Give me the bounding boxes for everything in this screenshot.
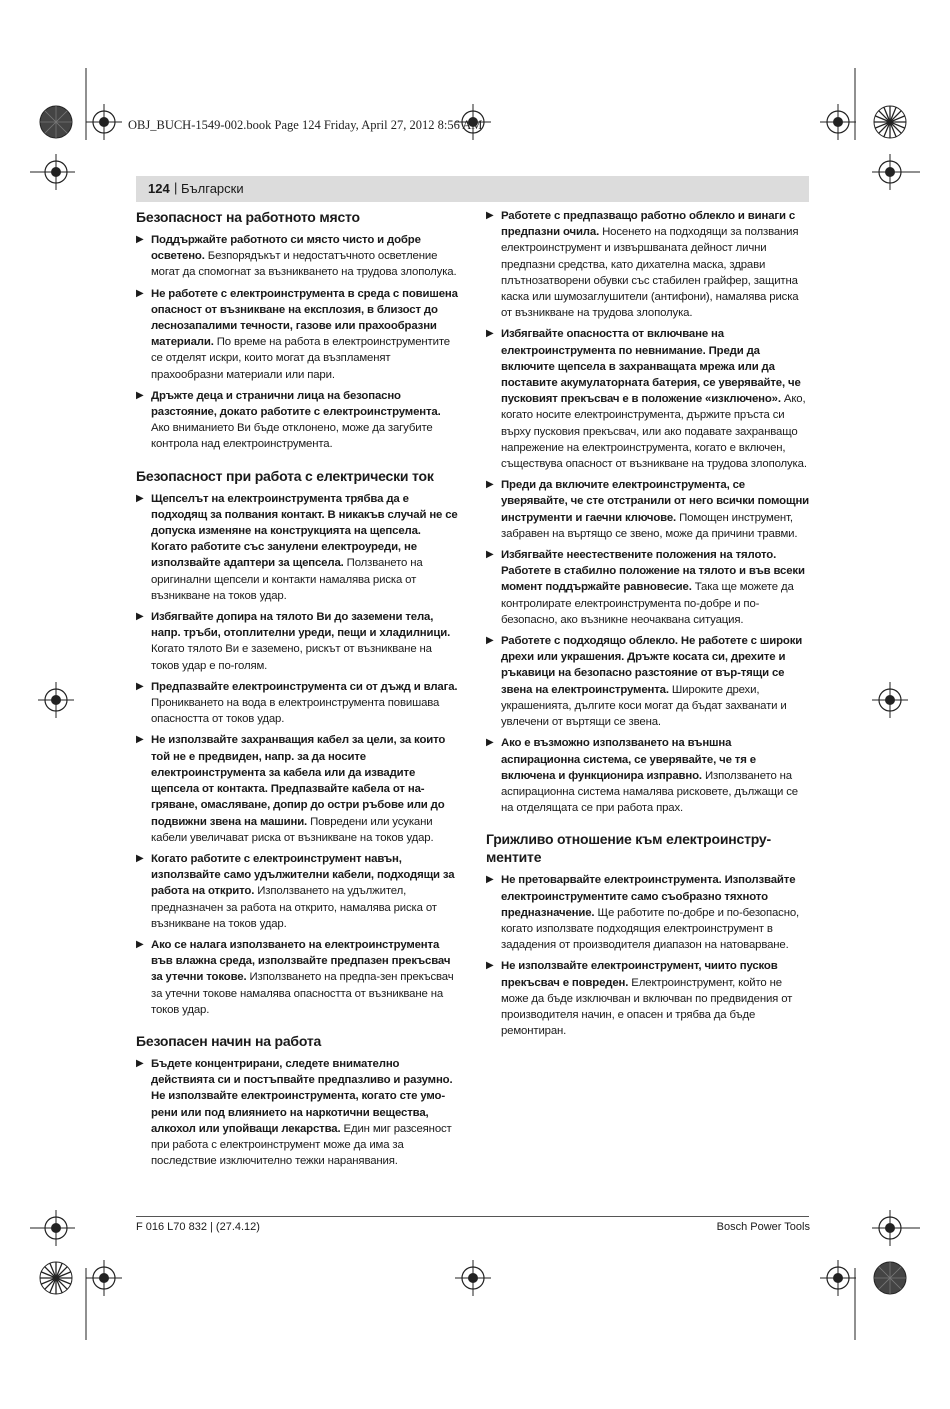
item-text: Повредени или усукани кабели увеличават риска от възникване на токов удар. (151, 815, 434, 844)
item-bold: Когато работите с електроинструмент навън, използвайте само удължителни кабели, подходящи за работа на открито. (151, 852, 455, 898)
bullet-arrow-icon: ▶ (486, 737, 494, 749)
bullet-arrow-icon: ▶ (486, 210, 494, 221)
list-item (486, 633, 810, 730)
section-title-tool-care: Грижливо отношение към електроинстру-ментите (486, 831, 771, 866)
item-text: Електроинструмент, който не може да бъде изключван и включван по предвидения от производителя начин, е опасен и трябва да бъде ремонтиран. (501, 976, 793, 1038)
item-bold: Не претоварвайте електроинструмента. Използвайте електроинструментите само съобразно тяхното предназначение. (501, 874, 796, 919)
item-bold: Преди да включите електроинструмента, се уверявайте, че сте отстранили от него всички помощни инструменти и гаечни ключове. (501, 479, 810, 524)
item-text: Ако вниманието Ви бъде отклонено, може да загубите контрола над електроинструмента. (151, 422, 433, 451)
list-item (136, 732, 460, 845)
item-text: По време на работа в електроинструментите се отделят искри, които могат да възпламенят прахообразни материали или пари. (151, 336, 450, 381)
list-item (486, 326, 810, 472)
item-bold: Не използвайте захранващия кабел за цели, за които той не е предвиден, напр. за да носите електроинструмента за кабела или да извадите щепсела от контакта. Предпазвайте кабела от на-гряване, омасляване, допир до остри ръбове или до подвижни звена на машини. (151, 734, 446, 828)
bullet-arrow-icon: ▶ (486, 328, 494, 340)
footer-brand: Bosch Power Tools (716, 1221, 810, 1233)
item-text: Широките дрехи, украшенията, дългите коси могат да бъдат захванати и увлечени от въртящи се звена. (501, 683, 787, 729)
item-bold: Ако се налага използването на електроинструмента във влажна среда, използвайте предпазен прекъсвач за утечни токове. (151, 938, 451, 984)
footer-code: F 016 L70 832 | (27.4.12) (136, 1221, 260, 1233)
item-bold: Дръжте деца и странични лица на безопасно разстояние, докато работите с електроинструмента. (151, 389, 441, 419)
footer-divider (136, 1216, 809, 1217)
list-item (486, 735, 810, 816)
bullet-arrow-icon: ▶ (486, 874, 494, 886)
item-text: Проникването на вода в електроинструмента повишава опасността от токов удар. (151, 697, 440, 726)
list-item (486, 477, 810, 542)
list-item (136, 609, 460, 674)
list-item (136, 679, 460, 728)
bullet-arrow-icon: ▶ (136, 938, 144, 950)
item-text: Ще работите по-добре и по-безопасно, когато използвате подходящия електроинструмент в зададения от производителя диапазон на натоварване. (501, 906, 800, 952)
item-bold: Работете с подходящо облекло. Не работете с широки дрехи или украшения. Дръжте косата си, дрехите и ръкавици на безопасно разстояние от вър-тящи се звена на електроинструмента. (501, 635, 803, 696)
item-text: Помощен инструмент, забравен на въртящо се звено, може да причини травми. (501, 511, 798, 540)
item-text: Използването на предпа-зен прекъсвач за утечни токове намалява опасността от възникване на токов удар. (151, 971, 454, 1016)
item-text: Използването на удължител, предназначен за работа на открито, намалява риска от възникване на токов удар. (151, 885, 437, 930)
item-bold: Ако е възможно използването на външна аспирационна система, се уверявайте, че тя е включена и функционира изправно. (501, 737, 756, 782)
item-bold: Бъдете концентрирани, следете внимателно действията си и постъпвайте предпазливо и разумно. Не използвайте електроинструмента, когато сте умо-рени или под влиянието на наркотични вещества, алкохол или упойващи лекарства. (151, 1057, 453, 1135)
left-column (136, 208, 460, 1174)
page-header (136, 176, 809, 202)
item-bold: Избягвайте неестествените положения на тялото. Работете в стабилно положение на тялото и във всеки момент поддържайте равновесие. (501, 549, 805, 594)
bullet-arrow-icon: ▶ (136, 287, 144, 299)
bullet-arrow-icon: ▶ (136, 1057, 144, 1069)
item-bold: Избягвайте опасността от включване на електроинструмента по невнимание. Преди да включите щепсела в захранващата мрежа или да поставите акумулаторната батерия, се уверявайте, че пусковият прекъсвач е в положение «изключено». (501, 328, 801, 406)
bullet-arrow-icon: ▶ (486, 479, 494, 491)
bullet-arrow-icon: ▶ (136, 852, 144, 864)
list-item (486, 958, 810, 1039)
item-text: Носенето на подходящи за ползвания електроинструмент и извършваната дейност лични предпазни средства, като дихателна маска, здрави плътнозатворени обувки със стабилен грайфер, защитна каска или шумозаглушители (антифони), намалява риска от възникване на трудова злополука. (501, 226, 799, 320)
language-label: Български (181, 181, 244, 196)
bullet-arrow-icon: ▶ (136, 492, 144, 504)
right-column (486, 208, 810, 1044)
item-bold: Работете с предпазващо работно облекло и винаги с предпазни очила. (501, 210, 796, 239)
item-text: Ако, когато носите електроинструмента, държите пръста си върху пусковия прекъсвач, или ако подавате захранващо напрежение на електроинструмента, когато е включен, съществува опасност от възникване на трудова злополука. (501, 393, 807, 471)
item-bold: Предпазвайте електроинструмента си от дъжд и влага. (151, 680, 458, 693)
list-item (136, 1056, 460, 1169)
list-item (486, 547, 810, 628)
item-text: Когато тялото Ви е заземено, рискът от възникване на токов удар е по-голям. (151, 643, 432, 672)
bullet-arrow-icon: ▶ (486, 549, 494, 561)
book-info: OBJ_BUCH-1549-002.book Page 124 Friday, April 27, 2012 8:56 AM (128, 118, 483, 132)
section-title-safe-operation: Безопасен начин на работа (136, 1032, 322, 1049)
bullet-arrow-icon: ▶ (486, 635, 494, 647)
bullet-arrow-icon: ▶ (136, 389, 144, 401)
item-bold: Поддържайте работното си място чисто и добре осветено. (151, 234, 421, 263)
list-item (136, 232, 460, 281)
list-item (136, 286, 460, 383)
bullet-arrow-icon: ▶ (486, 960, 494, 972)
list-item (486, 208, 810, 321)
item-text: Безпорядъкът и недостатъчното осветление могат да спомогнат за възникването на трудова злополука. (151, 250, 457, 279)
item-bold: Щепселът на електроинструмента трябва да е подходящ за полвания контакт. В никакъв случай не се допуска изменяне на конструкцията на щепсела. Когато работите със занулени електроуреди, не използвайте адаптери за щепсела. (151, 492, 458, 570)
item-text: Един миг разсеяност при работа с електроинструмент може да има за последствие изключително тежки наранявания. (151, 1122, 452, 1168)
page-number: 124 (148, 181, 170, 196)
list-item (486, 872, 810, 953)
list-item (136, 937, 460, 1018)
item-bold: Избягвайте допира на тялото Ви до заземени тела, напр. тръби, отоплителни уреди, пещи и хладилници. (151, 611, 451, 640)
item-text: Използването на аспирационна система намалява рисковете, дължащи се на отделящата се при работа прах. (501, 769, 798, 815)
header-separator: | (174, 180, 178, 195)
item-text: Така ще можете да контролирате електроинструмента по-добре и по-безопасно, ако възникне неочаквана ситуация. (501, 581, 794, 626)
list-item (136, 851, 460, 932)
bullet-arrow-icon: ▶ (136, 234, 144, 245)
bullet-arrow-icon: ▶ (136, 680, 144, 692)
bullet-arrow-icon: ▶ (136, 734, 144, 746)
section-title-electrical-safety: Безопасност при работа с електрически ток (136, 467, 434, 484)
list-item (136, 388, 460, 453)
section-title-workplace-safety: Безопасност на работното място (136, 209, 360, 225)
item-text: Ползването на оригинални щепсели и контакти намалява риска от възникване на токов удар. (151, 557, 423, 602)
bullet-arrow-icon: ▶ (136, 611, 144, 623)
item-bold: Не работете с електроинструмента в среда с повишена опасност от възникване на експлозия, в близост до леснозапалими течности, газове или прахообразни материали. (151, 287, 458, 349)
list-item (136, 491, 460, 604)
item-bold: Не използвайте електроинструмент, чиито пусков прекъсвач е повреден. (501, 960, 778, 989)
